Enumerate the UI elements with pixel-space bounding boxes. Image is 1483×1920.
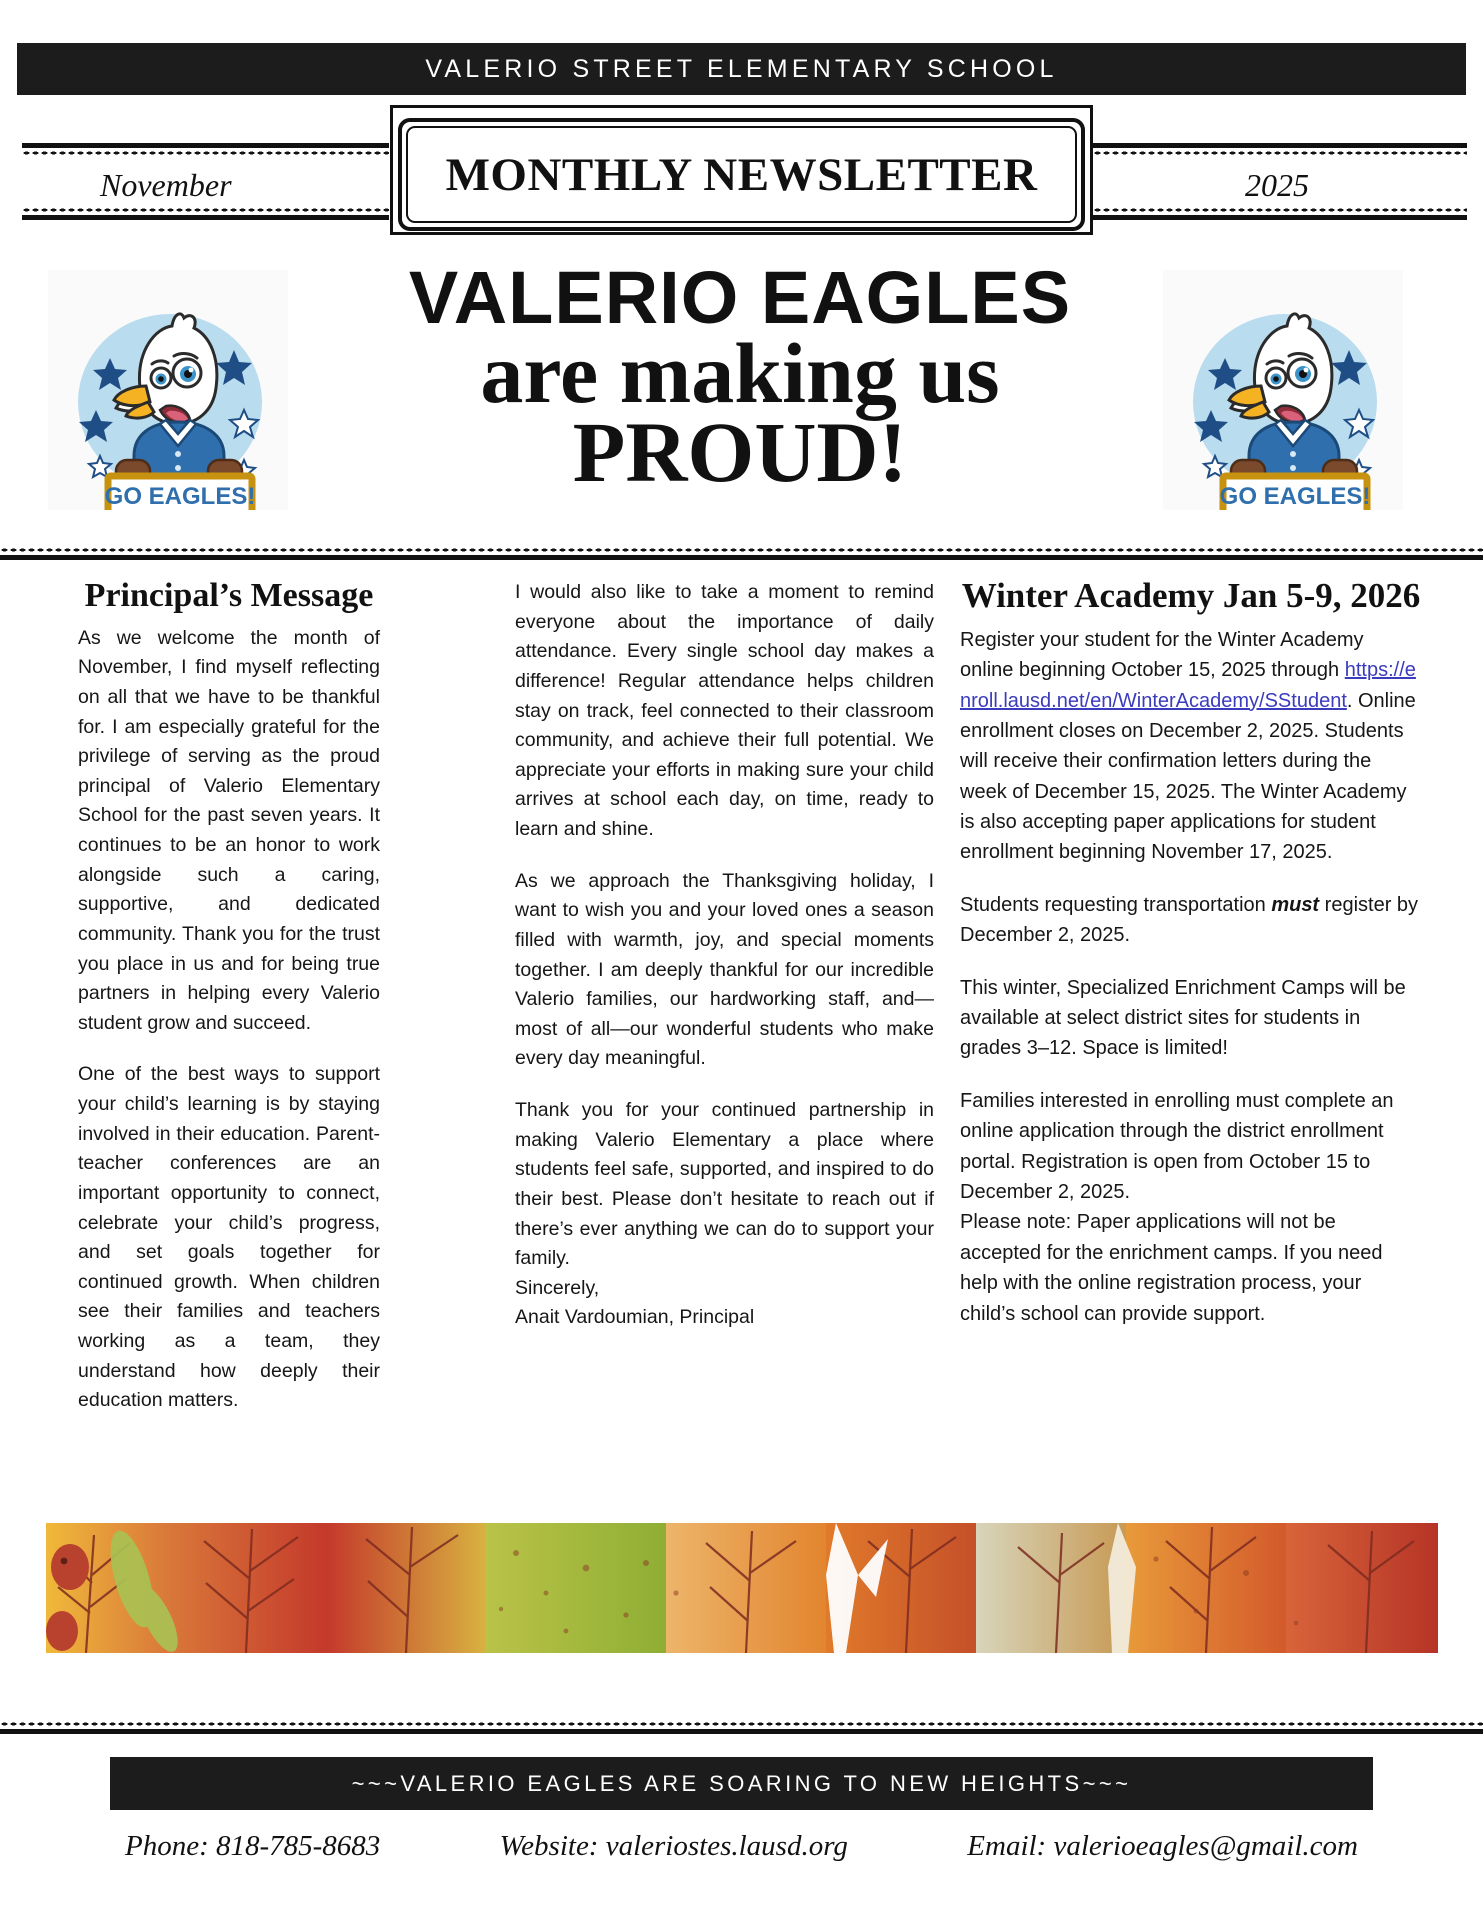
masthead-title-box [406,126,1077,223]
principal-message-body [78,624,380,1416]
hero-line-1: VALERIO EAGLES [408,256,1072,339]
issue-year: 2025 [1245,167,1309,203]
mascot-sign-text: GO EAGLES! [104,483,256,510]
principal-name: Anait Vardoumian, Principal [515,1306,755,1329]
column-principal-message [78,578,380,1416]
winter-academy-body [960,625,1422,1329]
autumn-leaves-banner-image [46,1523,1438,1653]
winter-academy-heading: Winter Academy Jan 5-9, 2026 [961,576,1421,615]
rule-dotted [1093,151,1467,155]
eagle-mascot-icon-right [1163,270,1403,510]
rule-dotted [22,151,389,155]
winter-academy-closing-group [960,1086,1422,1329]
content-columns [0,576,1483,1412]
mascot-sign-text: GO EAGLES! [1219,483,1371,510]
masthead-rule-right-upper [1093,143,1467,165]
text-before-bold: Students requesting transportation [960,893,1272,916]
principal-signature-block [515,1274,934,1333]
paragraph: Families interested in enrolling must complete an online application through the district enrollment portal. Registration is open from October 15 to December 2, 2025. [960,1089,1394,1203]
footer-tagline-text: ~~~VALERIO EAGLES ARE SOARING TO NEW HEIGHTS~~~ [351,1770,1132,1796]
rule-thick [22,215,389,220]
winter-academy-enrollment-link[interactable]: https://enroll.lausd.net/en/WinterAcademy/SStudent [960,659,1416,712]
paragraph: Thank you for your continued partnership in making Valerio Elementary a place where students feel safe, supported, and inspired to do their best. Please don’t hesitate to reach out if there’s ever anything we can do to support your family. [515,1099,934,1270]
school-name-banner [17,43,1466,95]
contact-website[interactable]: Website: valeriostes.lausd.org [499,1830,848,1862]
column-winter-academy [960,578,1422,1329]
eagle-mascot-icon-left [48,270,288,510]
paragraph: One of the best ways to support your child’s learning is by staying involved in their education. Parent-teacher conferences are an important opportunity to connect, celebrate your child’s progress, and set goals together for continued growth. When children see their families and teachers working as a team, they understand how deeply their education matters. [78,1063,380,1412]
paragraph: This winter, Specialized Enrichment Camps will be available at select district sites for students in grades 3–12. Space is limited! [960,976,1406,1060]
principal-message-heading: Principal’s Message [84,577,374,614]
hero-line-3: PROUD! [572,403,908,500]
hero-line-2: are making us [480,325,1000,422]
signoff: Sincerely, [515,1276,600,1299]
masthead [0,105,1483,235]
issue-month: November [100,167,232,203]
contact-info-row [110,1830,1373,1863]
principal-message-continued-body [515,578,934,1274]
emphasis-must: must [1271,893,1320,916]
text-before-link: Register your student for the Winter Academy online beginning October 15, 2025 through [960,628,1364,682]
rule-thick [0,1729,1483,1734]
footer-top-divider [0,1722,1483,1734]
masthead-rule-left-upper [22,143,389,165]
text-after-bold: register by December 2, 2025. [960,893,1419,947]
contact-email[interactable]: Email: valerioeagles@gmail.com [967,1830,1358,1862]
rule-thick [0,555,1483,560]
hero-headline [300,256,1180,500]
text-after-link: . Online enrollment closes on December 2, 2025. Students will receive their confirmation letters during the week of December 15, 2025. The Winter Academy is also accepting paper applications for student enrollment beginning November 17, 2025. [960,689,1416,864]
paragraph [960,890,1422,951]
paragraph: I would also like to take a moment to remind everyone about the importance of daily attendance. Every single school day makes a difference! Regular attendance helps children stay on track, feel connected to their classroom community, and achieve their full potential. We appreciate your efforts in making sure your child arrives at school each day, on time, ready to learn and shine. [515,581,934,840]
paragraph [960,625,1422,868]
paragraph: As we welcome the month of November, I find myself reflecting on all that we have to be thankful for. I am especially grateful for the privilege of serving as the proud principal of Valerio Elementary School for the past seven years. It continues to be an honor to work alongside such a caring, supportive, and dedicated community. Thank you for the trust you place in us and for being true partners in helping every Valerio student grow and succeed. [78,626,380,1034]
rule-thick [1093,215,1467,220]
masthead-title-text: MONTHLY NEWSLETTER [445,148,1038,201]
paragraph: As we approach the Thanksgiving holiday, I want to wish you and your loved ones a season filled with warmth, joy, and special moments together. I am deeply thankful for our incredible Valerio families, our hardworking staff, and—most of all—our wonderful students who make every day meaningful. [515,869,934,1070]
hero-section [0,250,1483,550]
paragraph: Please note: Paper applications will not be accepted for the enrichment camps. If you need help with the online registration process, your child’s school can provide support. [960,1211,1383,1325]
school-name-text: VALERIO STREET ELEMENTARY SCHOOL [425,54,1058,83]
contact-phone: Phone: 818-785-8683 [125,1830,381,1862]
column-principal-message-continued [515,578,934,1333]
masthead-rule-left-lower [22,208,389,230]
footer-tagline-banner [110,1757,1373,1810]
masthead-rule-right-lower [1093,208,1467,230]
content-top-divider [0,548,1483,560]
